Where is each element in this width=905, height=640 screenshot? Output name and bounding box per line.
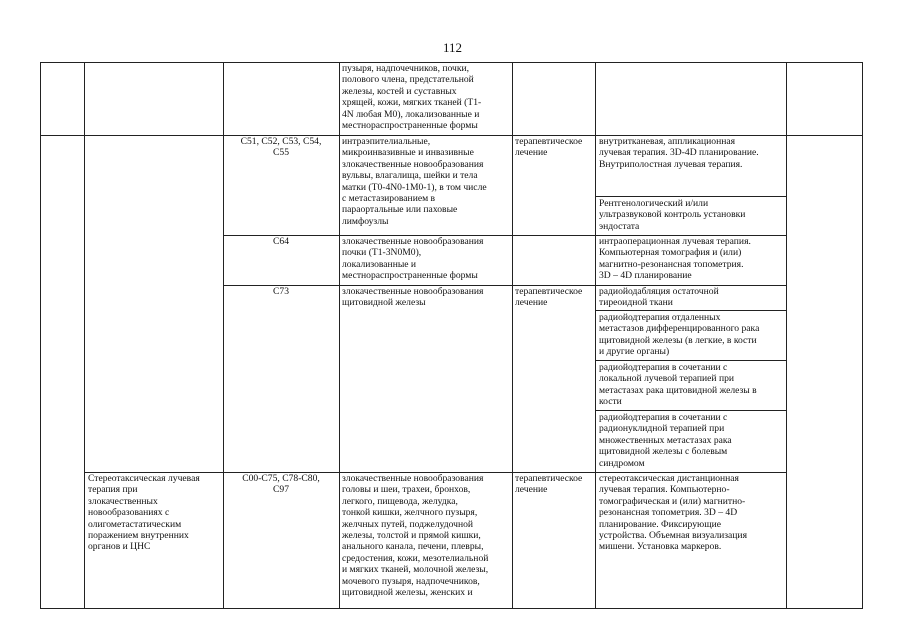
column-divider-6: [786, 62, 787, 609]
procedure-name: Стереотаксическая лучевая терапия при злокачественных новообразованиях с олигометастатическим поражением внутренних органов и ЦНС: [88, 473, 200, 553]
icd-codes: C73: [273, 286, 289, 297]
column-divider-4: [512, 62, 513, 609]
table-border-left: [40, 62, 41, 609]
treatment-method: интраоперационная лучевая терапия. Компьютерная томография и (или) магнитно-резонансная топометрия. 3D – 4D планирование: [599, 236, 751, 282]
icd-codes: C00-C75, C78-C80, C97: [242, 473, 320, 496]
icd-codes: C64: [273, 236, 289, 247]
table-border-right: [862, 62, 863, 609]
icd-codes: C51, C52, C53, C54, C55: [240, 136, 322, 159]
column-divider-2: [223, 62, 224, 609]
treatment-type: терапевтическое лечение: [515, 286, 583, 309]
treatment-method: Рентгенологический и/или ультразвуковой контроль установки эндостата: [599, 198, 746, 232]
treatment-type: терапевтическое лечение: [515, 136, 583, 159]
column-divider-5: [595, 62, 596, 609]
treatment-method: стереотаксическая дистанционная лучевая терапия. Компьютерно- томографическая и (или) магнитно- резонансная топометрия. 3D – 4D планирование. Фиксирующие устройства. Объемная визуализация мишени. Установка маркеров.: [599, 473, 747, 553]
method-divider: [595, 410, 786, 411]
treatment-method: радиойодабляция остаточной тиреоидной ткани: [599, 286, 719, 309]
treatment-method: радиойодтерапия в сочетании с радионуклидной терапией при множественных метастазах рака щитовидной железы с болевым синдромом: [599, 412, 732, 469]
disease-description: злокачественные новообразования головы и шеи, трахеи, бронхов, легкого, пищевода, желудка, тонкой кишки, желчного пузыря, желчных путей, поджелудочной железы, толстой и прямой кишки, анального канала, печени, плевры, средостения, кожи, мезотелиальной и мягких тканей, молочной железы, мочевого пузыря, надпочечников, щитовидной железы, женских и: [342, 473, 489, 599]
disease-description: злокачественные новообразования щитовидной железы: [342, 286, 484, 309]
disease-description: интраэпителиальные, микроинвазивные и инвазивные злокачественные новообразования вульвы, влагалища, шейки и тела матки (T0-4N0-1M0-1), в том числе с метастазированием в параортальные или паховые лимфоузлы: [342, 136, 487, 227]
treatment-type: терапевтическое лечение: [515, 473, 583, 496]
table-border-bottom: [40, 608, 863, 609]
treatment-method: внутритканевая, аппликационная лучевая терапия. 3D-4D планирование. Внутриполостная лучевая терапия.: [599, 136, 759, 170]
treatment-method: радиойодтерапия в сочетании с локальной лучевой терапией при метастазах рака щитовидной железы в кости: [599, 362, 757, 408]
method-divider: [595, 310, 786, 311]
page-number: 112: [442, 40, 463, 55]
column-divider-1: [84, 62, 85, 609]
method-divider: [595, 360, 786, 361]
disease-description: пузыря, надпочечников, почки, полового члена, предстательной железы, костей и суставных хрящей, кожи, мягких тканей (T1- 4N любая M0), локализованные и местнораспространенные формы: [342, 63, 482, 132]
disease-description: злокачественные новообразования почки (T1-3N0M0), локализованные и местнораспространенные формы: [342, 236, 484, 282]
method-divider: [595, 196, 786, 197]
treatment-method: радиойодтерапия отдаленных метастазов дифференцированного рака щитовидной железы (в легкие, в кости и другие органы): [599, 312, 760, 358]
column-divider-3: [339, 62, 340, 609]
